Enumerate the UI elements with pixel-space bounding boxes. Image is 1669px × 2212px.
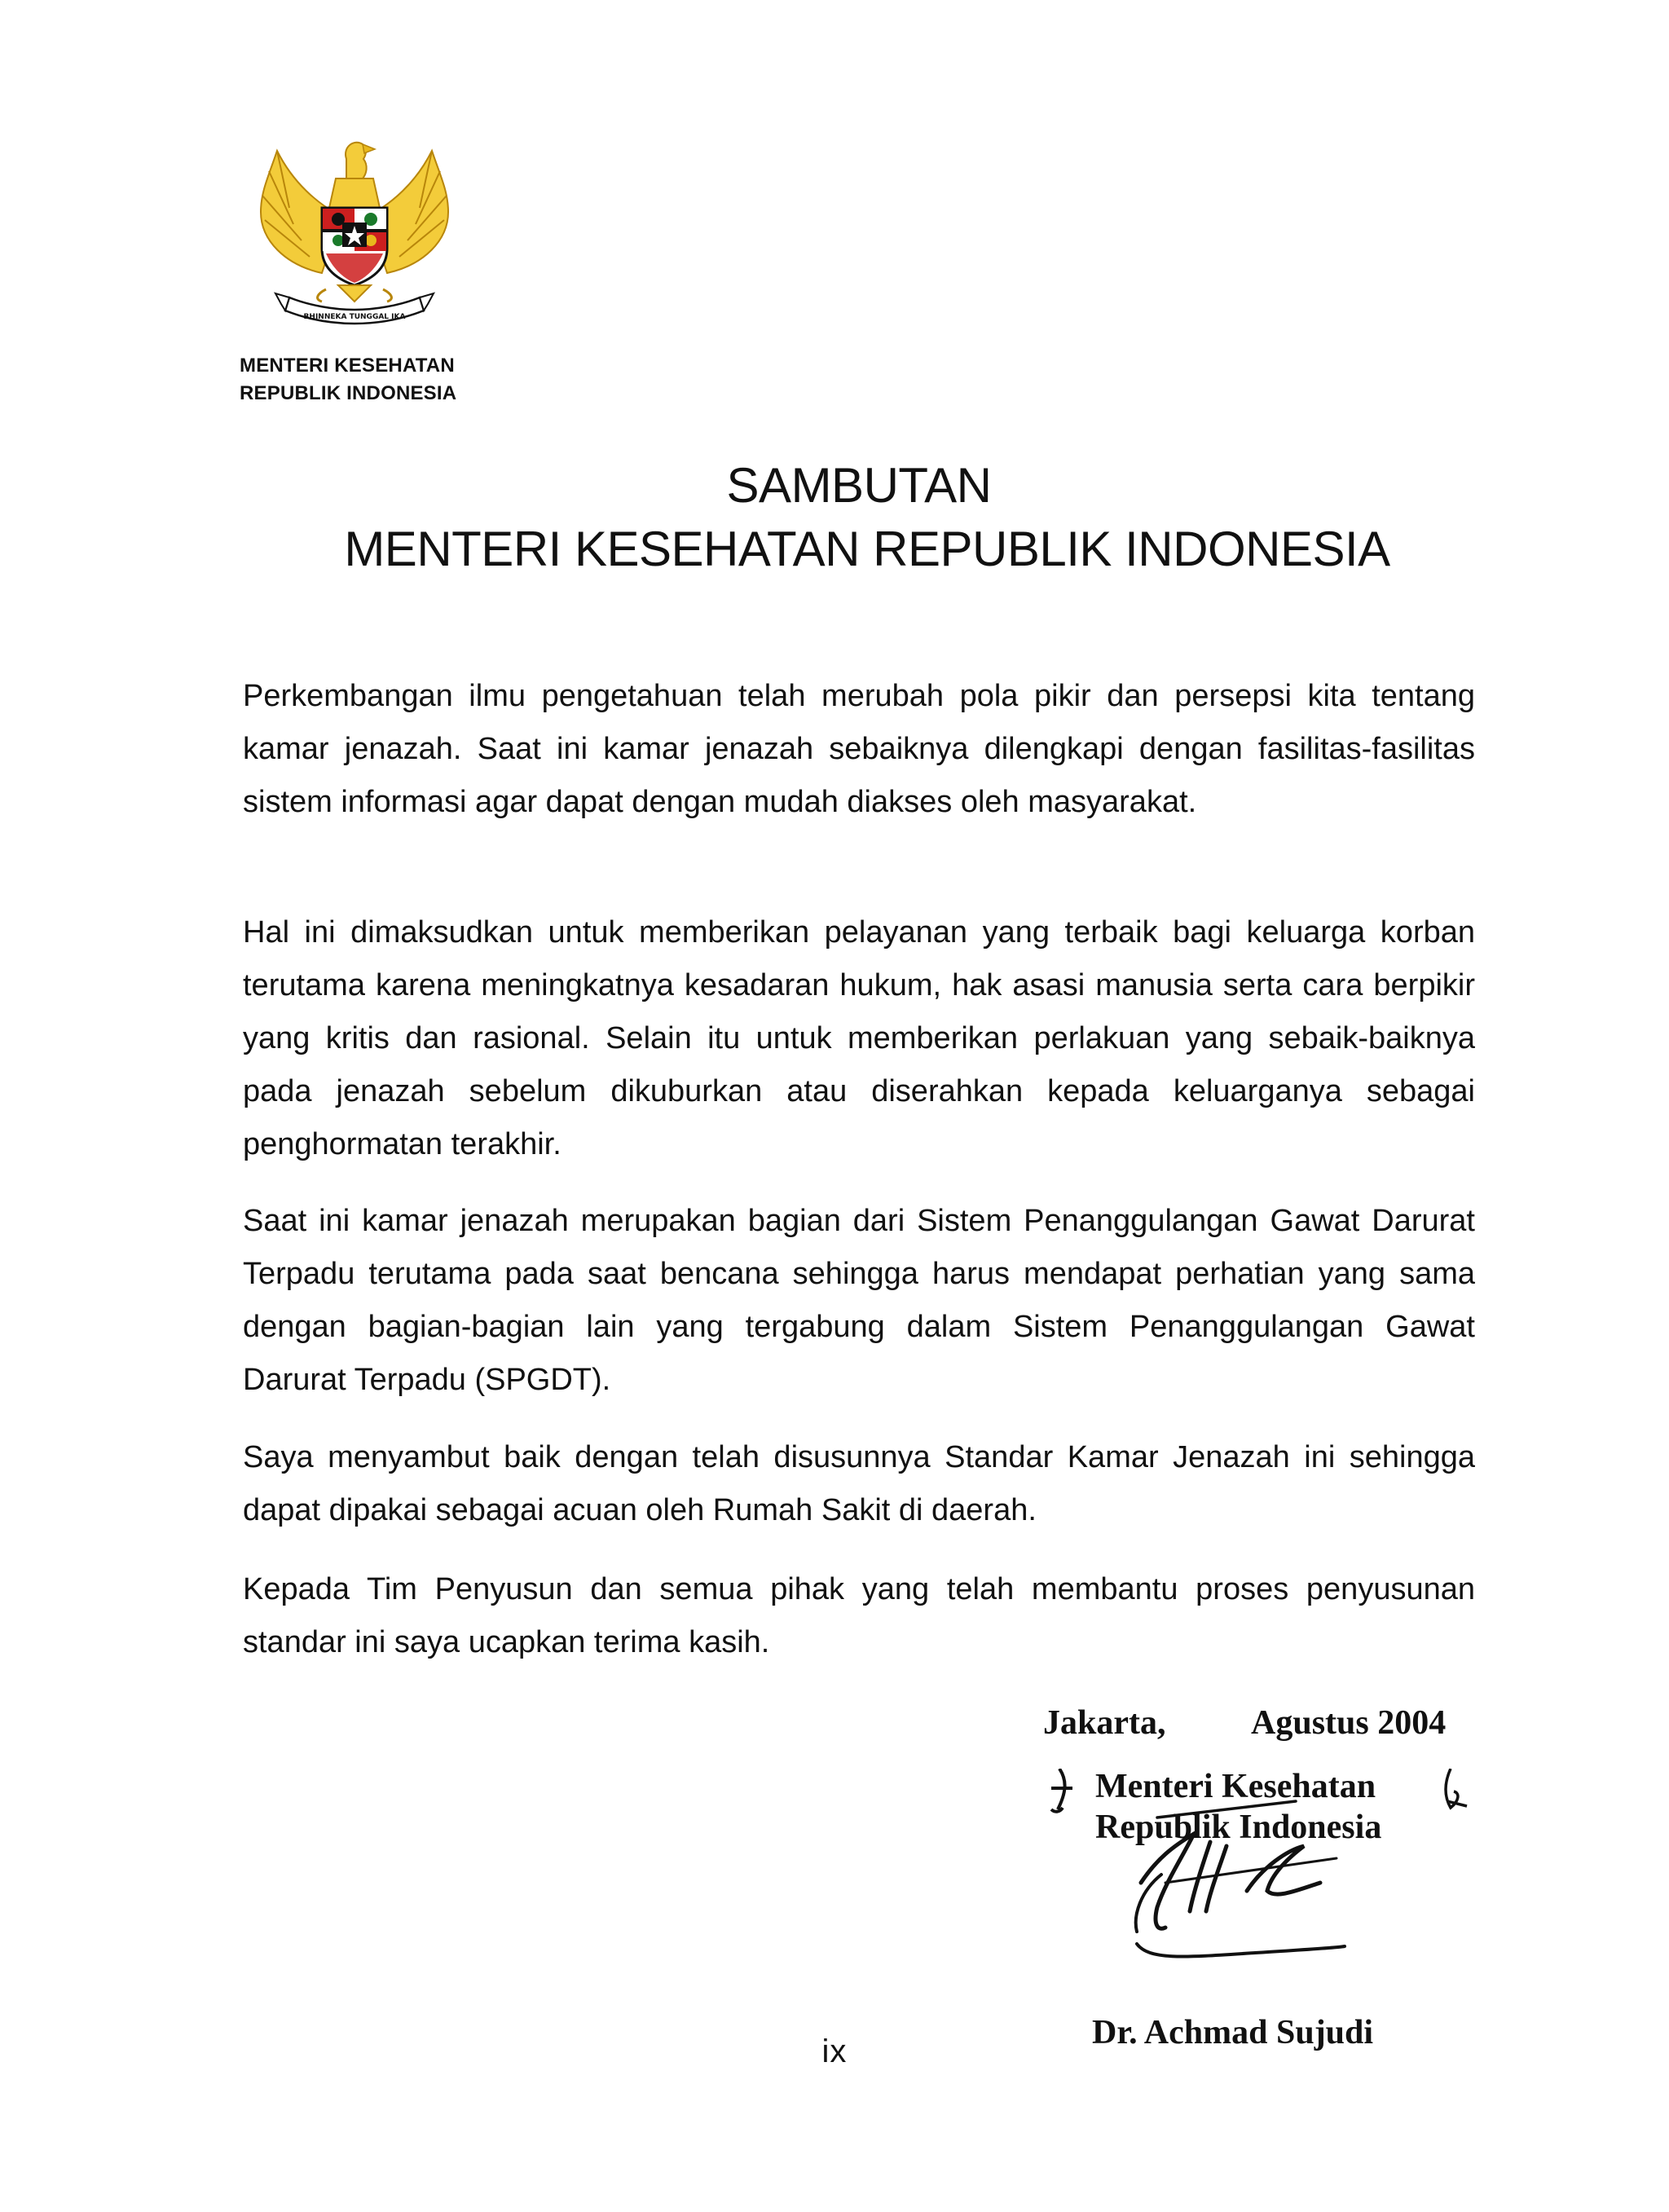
handwritten-signature-icon: [1043, 1769, 1499, 2029]
paragraph-text: Perkembangan ilmu pengetahuan telah merubah pola pikir dan persepsi kita tentang kamar jenazah. Saat ini kamar jenazah sebaiknya dilengkapi dengan fasilitas-fasilitas sistem informasi agar dapat dengan mudah diakses oleh masyarakat.: [243, 679, 1475, 819]
paragraph-5: [243, 1563, 1475, 1669]
ministry-header: [240, 352, 456, 408]
ministry-header-line1: MENTERI KESEHATAN: [240, 355, 455, 377]
garuda-emblem-icon: [244, 126, 465, 330]
paragraph-text: Hal ini dimaksudkan untuk memberikan pelayanan yang terbaik bagi keluarga korban terutama karena meningkatnya kesadaran hukum, hak asasi manusia serta cara berpikir yang kritis dan rasional. Selain itu untuk memberikan perlakuan yang sebaik-baiknya pada jenazah sebelum dikuburkan atau diserahkan kepada keluarganya sebagai penghormatan terakhir.: [243, 915, 1475, 1161]
document-title: SAMBUTAN: [726, 458, 992, 513]
signature-date: Agustus 2004: [1251, 1704, 1447, 1742]
signature-title-line1: Menteri Kesehatan: [1095, 1768, 1376, 1805]
paragraph-1: [243, 670, 1475, 829]
paragraph-4: [243, 1431, 1475, 1537]
paragraph-3: [243, 1195, 1475, 1407]
signature-title-line2: Republik Indonesia: [1095, 1809, 1382, 1846]
paragraph-2: [243, 906, 1475, 1171]
paragraph-text: Saat ini kamar jenazah merupakan bagian dari Sistem Penanggulangan Gawat Darurat Terpadu terutama pada saat bencana sehingga harus mendapat perhatian yang sama dengan bagian-bagian lain yang tergabung dalam Sistem Penanggulangan Gawat Darurat Terpadu (SPGDT).: [243, 1204, 1475, 1397]
signature-city: Jakarta,: [1043, 1704, 1166, 1742]
svg-text:BHINNEKA TUNGGAL IKA: BHINNEKA TUNGGAL IKA: [303, 313, 406, 321]
paragraph-text: Kepada Tim Penyusun dan semua pihak yang telah membantu proses penyusunan standar ini saya ucapkan terima kasih.: [243, 1572, 1475, 1659]
ministry-header-line2: REPUBLIK INDONESIA: [240, 382, 457, 404]
paragraph-text: Saya menyambut baik dengan telah disusunnya Standar Kamar Jenazah ini sehingga dapat dipakai sebagai acuan oleh Rumah Sakit di daerah.: [243, 1440, 1475, 1527]
document-subtitle: MENTERI KESEHATAN REPUBLIK INDONESIA: [344, 522, 1390, 576]
signatory-name: Dr. Achmad Sujudi: [1092, 2014, 1374, 2051]
page-number: ix: [821, 2034, 848, 2069]
